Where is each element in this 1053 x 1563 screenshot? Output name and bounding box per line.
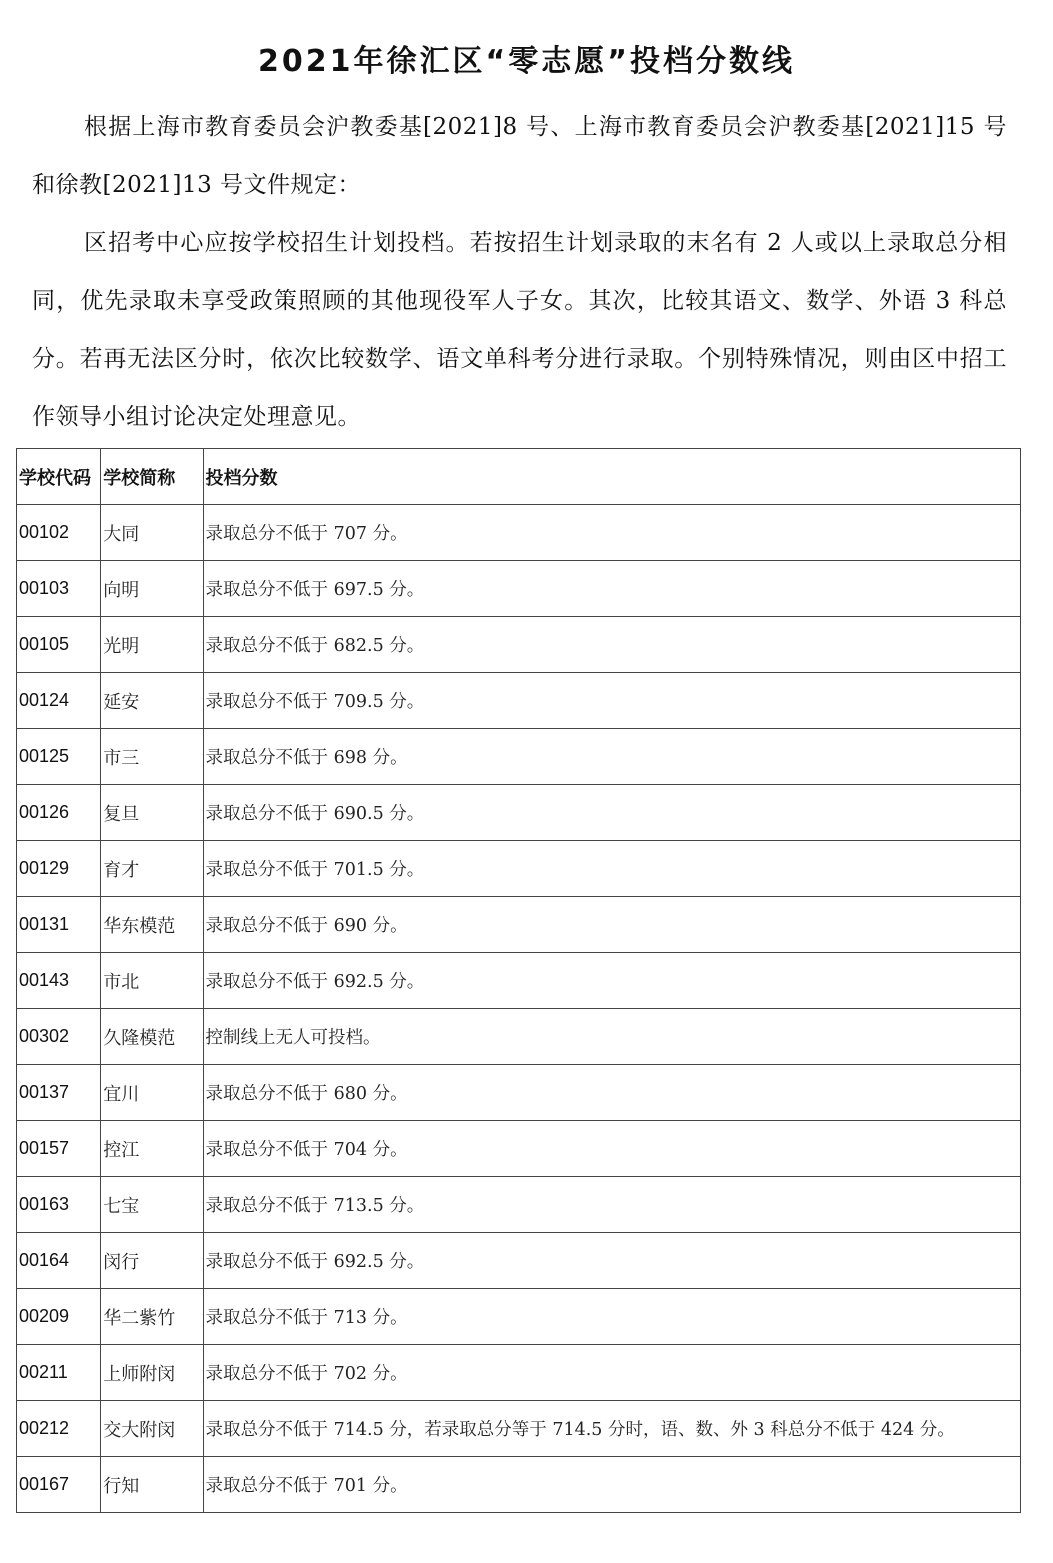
- score-cell: 录取总分不低于 692.5 分。: [203, 1233, 1020, 1289]
- school-name-cell: 七宝: [101, 1177, 203, 1233]
- school-code-cell: 00126: [17, 785, 101, 841]
- school-name-cell: 大同: [101, 505, 203, 561]
- table-row: [17, 729, 1021, 785]
- school-name-cell: 复旦: [101, 785, 203, 841]
- school-name-cell: 宜川: [101, 1065, 203, 1121]
- score-cell: 录取总分不低于 698 分。: [203, 729, 1020, 785]
- score-cell: 录取总分不低于 713 分。: [203, 1289, 1020, 1345]
- header-school-code: 学校代码: [17, 449, 101, 505]
- score-cell: 录取总分不低于 690.5 分。: [203, 785, 1020, 841]
- school-code-cell: 00167: [17, 1457, 101, 1513]
- table-row: [17, 617, 1021, 673]
- table-row: [17, 1065, 1021, 1121]
- table-row: [17, 953, 1021, 1009]
- score-cell: 录取总分不低于 709.5 分。: [203, 673, 1020, 729]
- school-code-cell: 00143: [17, 953, 101, 1009]
- school-name-cell: 市北: [101, 953, 203, 1009]
- school-name-cell: 向明: [101, 561, 203, 617]
- school-code-cell: 00124: [17, 673, 101, 729]
- school-name-cell: 华二紫竹: [101, 1289, 203, 1345]
- table-row: [17, 1401, 1021, 1457]
- score-cell: 录取总分不低于 702 分。: [203, 1345, 1020, 1401]
- page-title: 2021年徐汇区“零志愿”投档分数线: [258, 44, 795, 79]
- school-name-cell: 光明: [101, 617, 203, 673]
- table-row: [17, 897, 1021, 953]
- table-row: [17, 785, 1021, 841]
- intro-paragraph: 根据上海市教育委员会沪教委基[2021]8 号、上海市教育委员会沪教委基[2021]15 号和徐教[2021]13 号文件规定：: [32, 114, 1007, 198]
- score-cell: 录取总分不低于 701 分。: [203, 1457, 1020, 1513]
- school-code-cell: 00129: [17, 841, 101, 897]
- table-row: [17, 1177, 1021, 1233]
- score-cell: 录取总分不低于 714.5 分，若录取总分等于 714.5 分时，语、数、外 3 科总分不低于 424 分。: [203, 1401, 1020, 1457]
- school-name-cell: 延安: [101, 673, 203, 729]
- table-row: [17, 505, 1021, 561]
- table-row: [17, 841, 1021, 897]
- school-code-cell: 00211: [17, 1345, 101, 1401]
- school-code-cell: 00163: [17, 1177, 101, 1233]
- score-cell: 录取总分不低于 707 分。: [203, 505, 1020, 561]
- score-cell: 录取总分不低于 713.5 分。: [203, 1177, 1020, 1233]
- table-row: [17, 1289, 1021, 1345]
- school-name-cell: 交大附闵: [101, 1401, 203, 1457]
- header-score: 投档分数: [203, 449, 1020, 505]
- school-name-cell: 上师附闵: [101, 1345, 203, 1401]
- school-code-cell: 00131: [17, 897, 101, 953]
- score-cell: 录取总分不低于 680 分。: [203, 1065, 1020, 1121]
- score-cell: 录取总分不低于 701.5 分。: [203, 841, 1020, 897]
- school-code-cell: 00137: [17, 1065, 101, 1121]
- school-code-cell: 00212: [17, 1401, 101, 1457]
- table-header-row: [17, 449, 1021, 505]
- school-name-cell: 控江: [101, 1121, 203, 1177]
- table-row: [17, 673, 1021, 729]
- school-name-cell: 闵行: [101, 1233, 203, 1289]
- school-code-cell: 00105: [17, 617, 101, 673]
- school-name-cell: 行知: [101, 1457, 203, 1513]
- score-table: [16, 448, 1021, 1513]
- school-code-cell: 00164: [17, 1233, 101, 1289]
- table-row: [17, 1233, 1021, 1289]
- school-code-cell: 00102: [17, 505, 101, 561]
- table-row: [17, 1457, 1021, 1513]
- score-cell: 录取总分不低于 682.5 分。: [203, 617, 1020, 673]
- header-school-name: 学校简称: [101, 449, 203, 505]
- school-code-cell: 00157: [17, 1121, 101, 1177]
- school-code-cell: 00103: [17, 561, 101, 617]
- score-cell: 录取总分不低于 690 分。: [203, 897, 1020, 953]
- school-name-cell: 久隆模范: [101, 1009, 203, 1065]
- school-name-cell: 市三: [101, 729, 203, 785]
- school-code-cell: 00209: [17, 1289, 101, 1345]
- score-cell: 录取总分不低于 692.5 分。: [203, 953, 1020, 1009]
- table-row: [17, 561, 1021, 617]
- score-cell: 控制线上无人可投档。: [203, 1009, 1020, 1065]
- score-cell: 录取总分不低于 704 分。: [203, 1121, 1020, 1177]
- table-row: [17, 1121, 1021, 1177]
- school-code-cell: 00302: [17, 1009, 101, 1065]
- table-row: [17, 1009, 1021, 1065]
- school-name-cell: 华东模范: [101, 897, 203, 953]
- school-code-cell: 00125: [17, 729, 101, 785]
- school-name-cell: 育才: [101, 841, 203, 897]
- rules-paragraph: 区招考中心应按学校招生计划投档。若按招生计划录取的末名有 2 人或以上录取总分相同，优先录取未享受政策照顾的其他现役军人子女。其次，比较其语文、数学、外语 3 科总分。若再无法区分时，依次比较数学、语文单科考分进行录取。个别特殊情况，则由区中招工作领导小组讨论决定处理意见。: [32, 230, 1007, 430]
- score-cell: 录取总分不低于 697.5 分。: [203, 561, 1020, 617]
- table-row: [17, 1345, 1021, 1401]
